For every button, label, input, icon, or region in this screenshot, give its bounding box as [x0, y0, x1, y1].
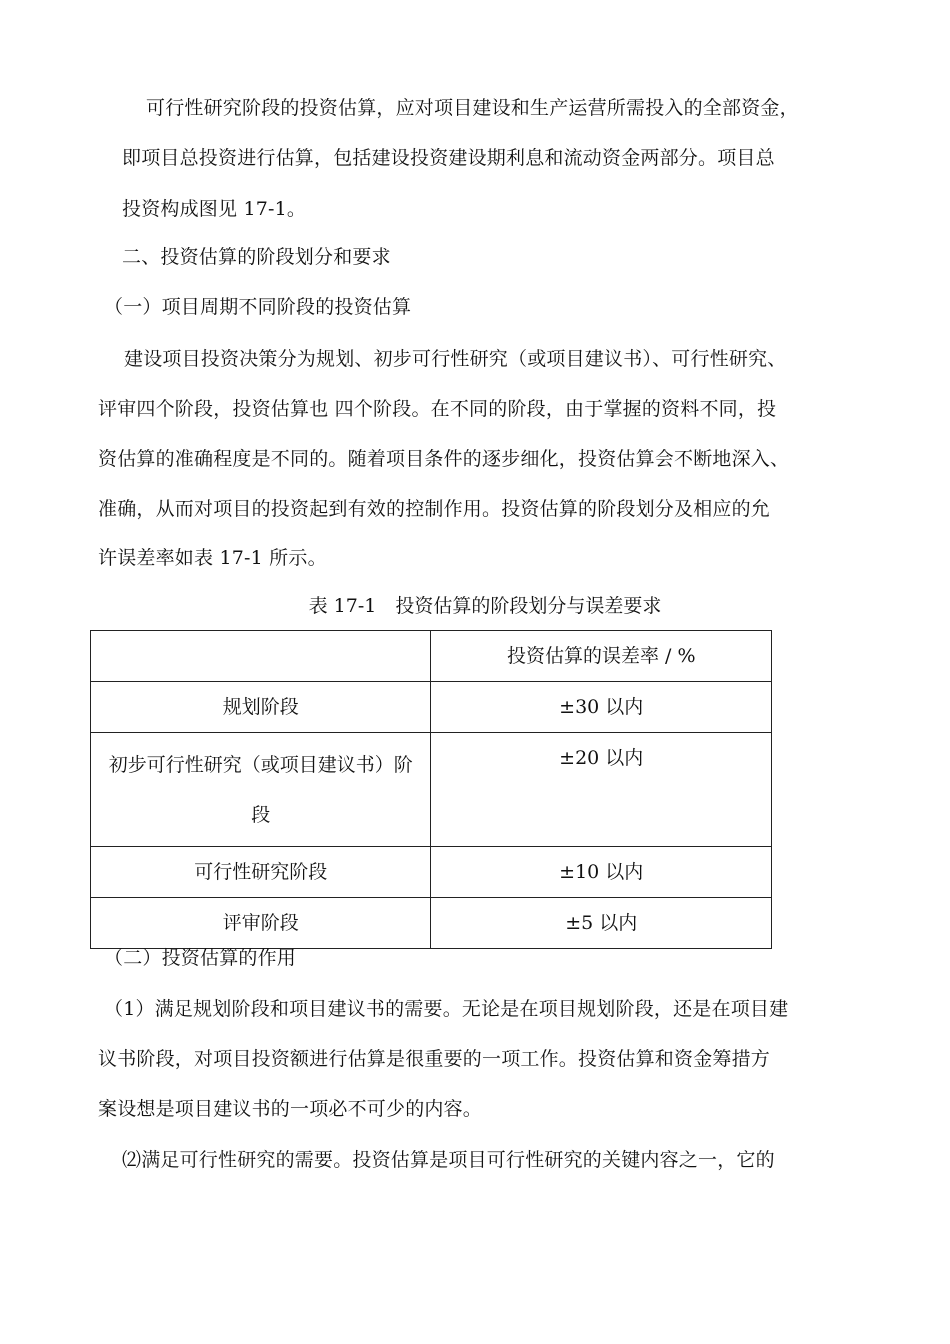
table-cell-stage: 评审阶段 — [91, 898, 431, 949]
table-header-stage — [91, 631, 431, 682]
paragraph-3-line-3: 案设想是项目建议书的一项必不可少的内容。 — [98, 1098, 483, 1120]
table-cell-error: ±10 以内 — [431, 847, 772, 898]
table-cell-error: ±5 以内 — [431, 898, 772, 949]
subsection-heading-1: （一）项目周期不同阶段的投资估算 — [104, 296, 412, 318]
paragraph-2-line-3: 资估算的准确程度是不同的。随着项目条件的逐步细化，投资估算会不断地深入、 — [98, 448, 790, 470]
table-cell-stage: 规划阶段 — [91, 682, 431, 733]
table-row — [91, 682, 772, 733]
paragraph-2-line-1: 建设项目投资决策分为规划、初步可行性研究（或项目建议书）、可行性研究、 — [124, 348, 787, 370]
table-row — [91, 733, 772, 847]
paragraph-2-line-4: 准确，从而对项目的投资起到有效的控制作用。投资估算的阶段划分及相应的允 — [98, 498, 771, 520]
paragraph-4-line-1: ⑵满足可行性研究的需要。投资估算是项目可行性研究的关键内容之一，它的 — [122, 1149, 775, 1171]
error-rate-table — [90, 630, 772, 949]
paragraph-2-line-2: 评审四个阶段，投资估算也 四个阶段。在不同的阶段，由于掌握的资料不同，投 — [98, 398, 777, 420]
table-header-error-rate: 投资估算的误差率 / % — [431, 631, 772, 682]
table-cell-stage-line-1: 初步可行性研究（或项目建议书）阶 — [108, 753, 413, 776]
table-cell-stage: 可行性研究阶段 — [91, 847, 431, 898]
table-header-row — [91, 631, 772, 682]
section-heading-2: 二、投资估算的阶段划分和要求 — [122, 246, 391, 268]
table-cell-error: ±30 以内 — [431, 682, 772, 733]
paragraph-1-line-1: 可行性研究阶段的投资估算，应对项目建设和生产运营所需投入的全部资金， — [146, 97, 799, 119]
table-caption: 表 17-1 投资估算的阶段划分与误差要求 — [308, 595, 662, 617]
subsection-heading-2: （二）投资估算的作用 — [104, 947, 297, 969]
paragraph-3-line-2: 议书阶段，对项目投资额进行估算是很重要的一项工作。投资估算和资金筹措方 — [98, 1048, 771, 1070]
table-cell-stage-line-2: 段 — [251, 803, 271, 826]
paragraph-3-line-1: （1）满足规划阶段和项目建议书的需要。无论是在项目规划阶段，还是在项目建 — [104, 998, 789, 1020]
table-row — [91, 898, 772, 949]
paragraph-1-line-3: 投资构成图见 17-1。 — [122, 198, 307, 220]
table-row — [91, 847, 772, 898]
paragraph-2-line-5: 许误差率如表 17-1 所示。 — [98, 547, 327, 569]
table-cell-stage — [91, 733, 431, 847]
paragraph-1-line-2: 即项目总投资进行估算，包括建设投资建设期利息和流动资金两部分。项目总 — [122, 147, 775, 169]
table-cell-error: ±20 以内 — [431, 733, 772, 847]
